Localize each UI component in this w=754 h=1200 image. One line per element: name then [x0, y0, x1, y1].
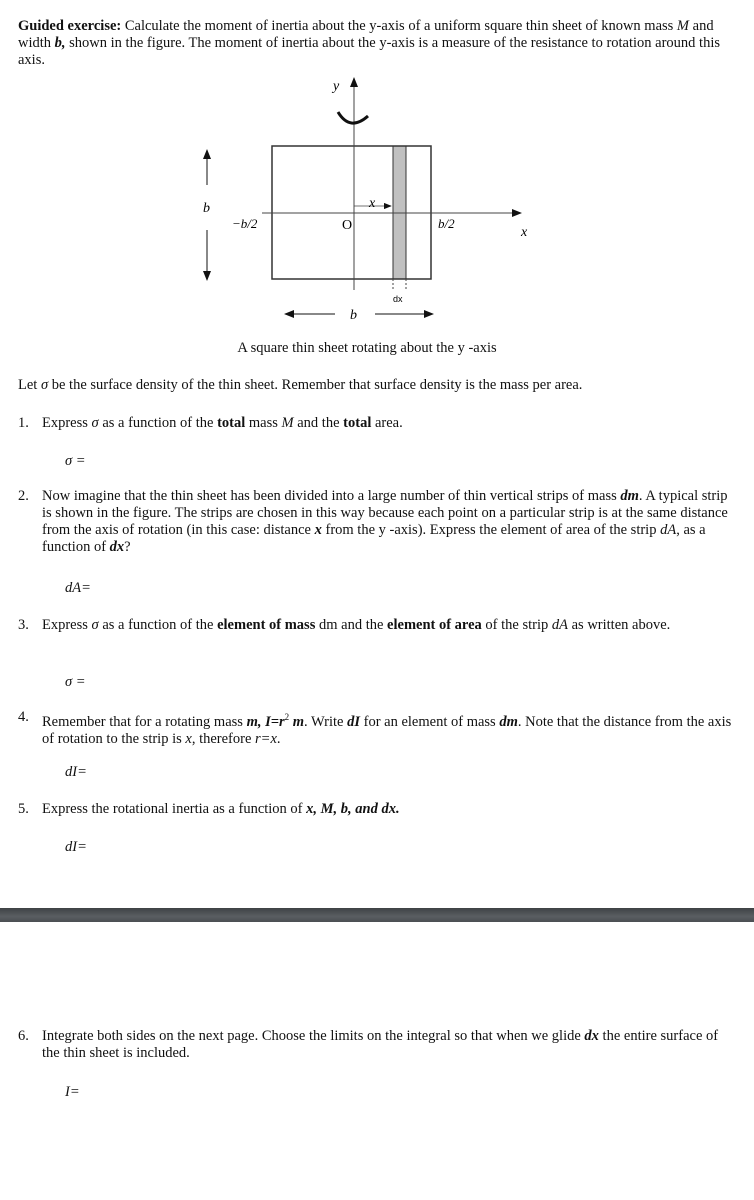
question-6: 6. Integrate both sides on the next page. Choose the limits on the integral so that when we glide dx the entire surface of the thin sheet is included. — [18, 1028, 719, 1061]
figure-caption: A square thin sheet rotating about the y -axis — [237, 340, 497, 356]
question-3: 3. Express σ as a function of the element of mass dm and the element of area of the strip dA as written above. — [18, 617, 671, 633]
var-sigma: σ — [40, 377, 49, 393]
var-b: b, — [54, 35, 66, 51]
answer-2-field[interactable]: dA= — [65, 580, 91, 596]
intro-text: and width — [18, 18, 714, 51]
question-1: 1. Express σ as a function of the total mass M and the total area. — [18, 415, 403, 431]
answer-3-field[interactable]: σ = — [65, 674, 86, 690]
answer-6-field[interactable]: I= — [65, 1084, 80, 1100]
x-axis-label: x — [521, 225, 528, 240]
item-number: 2. — [18, 488, 29, 504]
text: Let — [18, 377, 41, 393]
height-label: b — [203, 201, 210, 216]
question-4: 4. Remember that for a rotating mass m, $I=r^2$ m. Write dI for an element of mass dm. Note that the distance from the axis of rotation to the strip is x, therefore r=x. — [18, 709, 732, 747]
item-number: 4. — [18, 709, 29, 725]
item-number: 3. — [18, 617, 29, 633]
pos-half-label: b/2 — [438, 216, 455, 231]
dx-label: dx — [393, 294, 403, 304]
rotation-arrow-icon — [338, 112, 368, 123]
item-number: 1. — [18, 415, 29, 431]
density-paragraph — [18, 377, 733, 394]
width-label: b — [350, 308, 357, 323]
intro-lead: Guided exercise: — [18, 18, 122, 34]
answer-1-field[interactable]: σ = — [65, 453, 86, 469]
var-M: M — [676, 18, 690, 34]
intro-text: Calculate the moment of inertia about the y-axis of a uniform square thin sheet of known mass — [121, 18, 677, 34]
page-break-bar — [0, 908, 754, 922]
answer-5-field[interactable]: dI= — [65, 839, 87, 855]
intro-text: shown in the figure. The moment of inertia about the y-axis is a measure of the resistance to rotation around this axis. — [18, 35, 721, 68]
neg-half-label: −b/2 — [232, 216, 258, 231]
question-5: 5. Express the rotational inertia as a function of x, M, b, and dx. — [18, 801, 400, 817]
y-axis-label: y — [333, 79, 340, 94]
answer-4-field[interactable]: dI= — [65, 764, 87, 780]
item-number: 6. — [18, 1028, 29, 1044]
square-sheet-figure — [0, 0, 754, 335]
item-number: 5. — [18, 801, 29, 817]
origin-label: O — [342, 218, 353, 233]
question-2: 2. Now imagine that the thin sheet has been divided into a large number of thin vertical strips of mass dm. A typical strip is shown in the figure. The strips are chosen in this way because each point on a particular strip is at the same distance from the axis of rotation (in this case: distance x from the y -axis). Express the element of area of the strip dA, as a function of dx? — [18, 488, 728, 555]
x-distance-label: x — [369, 196, 376, 211]
text: be the surface density of the thin sheet. Remember that surface density is the mass per area. — [48, 377, 583, 393]
